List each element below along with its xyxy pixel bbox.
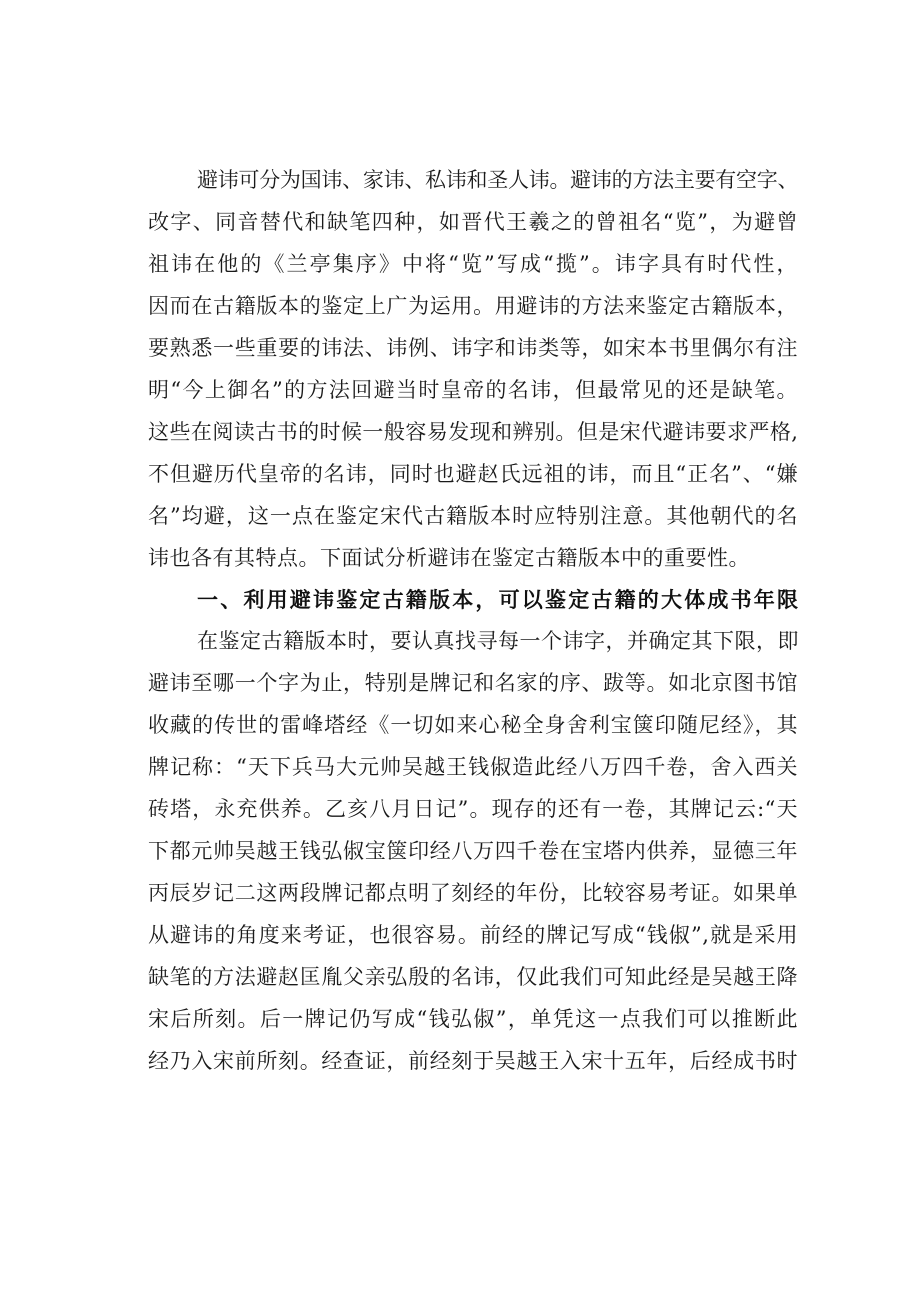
paragraph-1-line-2: 改字、同音替代和缺笔四种，如晋代王羲之的曾祖名“览”，为避曾 xyxy=(148,210,798,234)
paragraph-2-line-1: 在鉴定古籍版本时，要认真找寻每一个讳字，并确定其下限，即 xyxy=(197,629,799,653)
paragraph-2-line-6: 下都元帅吴越王钱弘俶宝箧印经八万四千卷在宝塔内供养，显德三年 xyxy=(148,839,798,863)
paragraph-2-line-9: 缺笔的方法避赵匡胤父亲弘殷的名讳，仅此我们可知此经是吴越王降 xyxy=(148,965,798,989)
paragraph-1-line-6: 明“今上御名”的方法回避当时皇帝的名讳，但最常见的还是缺笔。 xyxy=(148,378,798,402)
paragraph-2-line-8: 从避讳的角度来考证，也很容易。前经的牌记写成“钱俶”,就是采用 xyxy=(148,923,798,947)
paragraph-1-line-1: 避讳可分为国讳、家讳、私讳和圣人讳。避讳的方法主要有空字、 xyxy=(197,168,798,192)
paragraph-1-line-5: 要熟悉一些重要的讳法、讳例、讳字和讳类等，如宋本书里偶尔有注 xyxy=(148,336,798,360)
paragraph-1-line-8: 不但避历代皇帝的名讳，同时也避赵氏远祖的讳，而且“正名”、“嫌 xyxy=(148,462,798,486)
paragraph-2-line-5: 砖塔，永充供养。乙亥八月日记”。现存的还有一卷，其牌记云:“天 xyxy=(148,797,798,821)
paragraph-2-line-4: 牌记称：“天下兵马大元帅吴越王钱俶造此经八万四千卷，舍入西关 xyxy=(148,755,798,779)
paragraph-1-line-9: 名”均避，这一点在鉴定宋代古籍版本时应特别注意。其他朝代的名 xyxy=(148,504,798,528)
paragraph-1-line-7: 这些在阅读古书的时候一般容易发现和辨别。但是宋代避讳要求严格, xyxy=(148,420,798,444)
paragraph-2-line-2: 避讳至哪一个字为止，特别是牌记和名家的序、跋等。如北京图书馆 xyxy=(148,671,798,695)
paragraph-1-line-10: 讳也各有其特点。下面试分析避讳在鉴定古籍版本中的重要性。 xyxy=(148,546,750,570)
paragraph-2-line-3: 收藏的传世的雷峰塔经《一切如来心秘全身舍利宝箧印随尼经》，其 xyxy=(148,713,798,737)
paragraph-2-line-7: 丙辰岁记二这两段牌记都点明了刻经的年份，比较容易考证。如果单 xyxy=(148,881,798,905)
paragraph-2-line-11: 经乃入宋前所刻。经查证，前经刻于吴越王入宋十五年，后经成书时 xyxy=(148,1049,798,1073)
paragraph-1-line-3: 祖讳在他的《兰亭集序》中将“览”写成“揽”。讳字具有时代性， xyxy=(148,252,798,276)
section-heading-1: 一、利用避讳鉴定古籍版本，可以鉴定古籍的大体成书年限 xyxy=(197,588,798,612)
paragraph-2-line-10: 宋后所刻。后一牌记仍写成“钱弘俶”，单凭这一点我们可以推断此 xyxy=(148,1007,798,1031)
paragraph-1-line-4: 因而在古籍版本的鉴定上广为运用。用避讳的方法来鉴定古籍版本， xyxy=(148,294,798,318)
